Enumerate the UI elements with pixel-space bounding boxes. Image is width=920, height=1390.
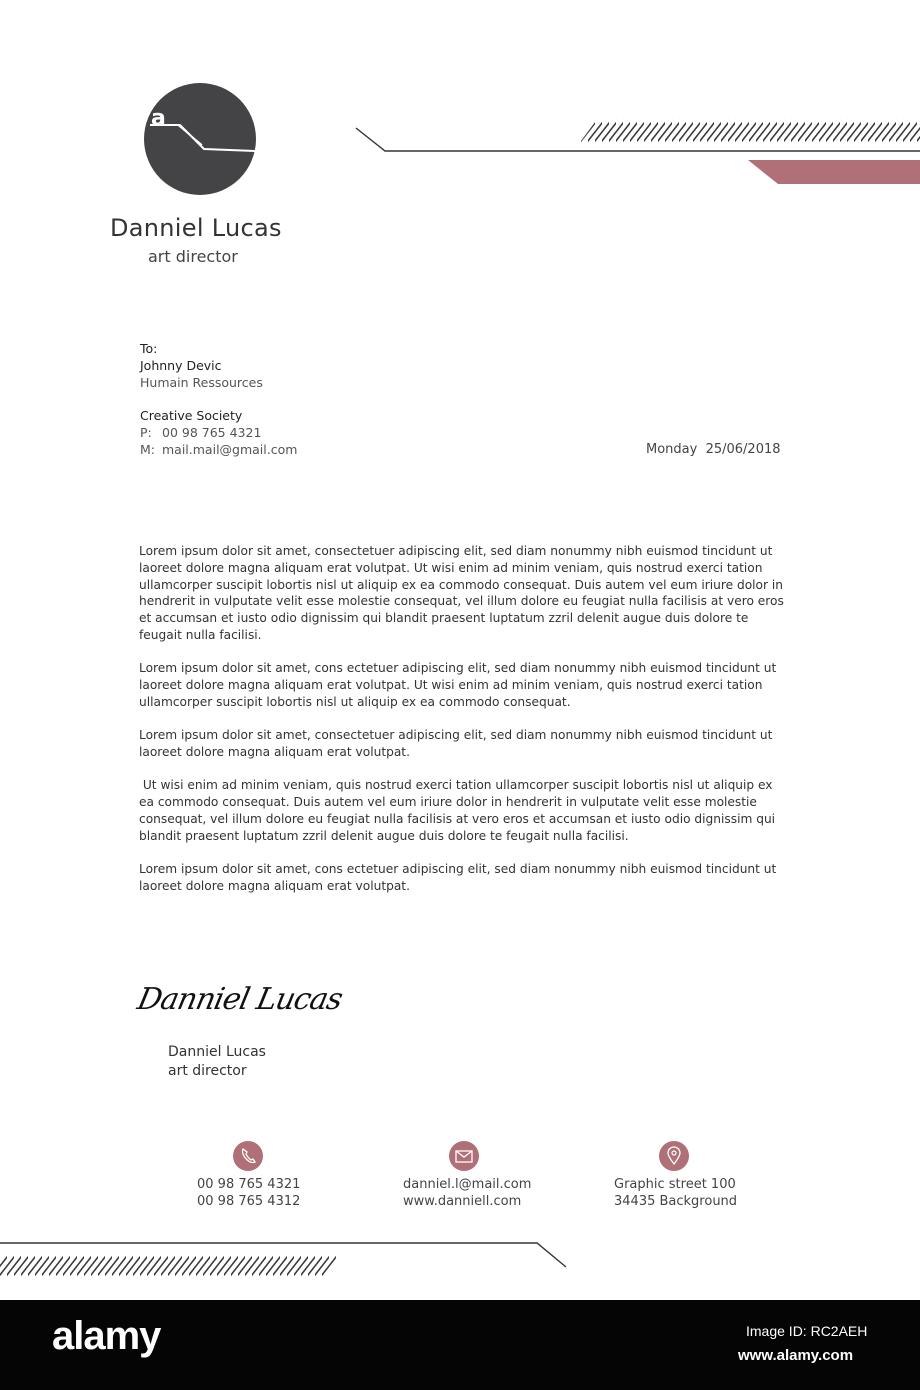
footer-phones: [197, 1176, 301, 1210]
footer-hatch-stripe: [0, 1252, 341, 1278]
footer-decoration: [0, 1230, 920, 1290]
alamy-logo: alamy: [52, 1314, 161, 1358]
body-paragraph: Lorem ipsum dolor sit amet, cons ectetuer adipiscing elit, sed diam nonummy nibh euismod tincidunt ut laoreet dolore magna aliquam erat volutpat.: [139, 861, 777, 893]
logo-letter: a: [151, 106, 166, 131]
handwritten-signature: Danniel Lucas: [134, 982, 346, 1017]
footer-address-1: Graphic street 100: [614, 1177, 736, 1192]
envelope-icon: [449, 1141, 479, 1171]
logo-mark: [144, 83, 256, 195]
recipient-company: Creative Society: [140, 408, 243, 423]
letter-date: Monday 25/06/2018: [646, 442, 781, 457]
recipient-phone-line: [140, 424, 297, 441]
footer-email: danniel.l@mail.com: [403, 1177, 532, 1192]
recipient-mail-line: [140, 441, 297, 458]
footer-address: [614, 1176, 737, 1210]
mail-label: M:: [140, 442, 155, 457]
footer-website: www.danniell.com: [403, 1194, 522, 1209]
footer-web: [403, 1176, 531, 1210]
footer-phone-1: 00 98 765 4321: [197, 1177, 301, 1192]
recipient-email: mail.mail@gmail.com: [162, 442, 298, 457]
body-paragraph: Lorem ipsum dolor sit amet, consectetuer adipiscing elit, sed diam nonummy nibh euismod tincidunt ut laoreet dolore magna aliquam erat volutpat.: [139, 728, 773, 759]
body-paragraph: Ut wisi enim ad minim veniam, quis nostrud exerci tation ullamcorper suscipit lobortis nisl ut aliquip ex ea commodo consequat. Duis autem vel eum iriure dolor in hendrerit in vulputate velit esse molestie consequat, vel illum dolore eu feugiat nulla facilisis at vero eros et accumsan et iusto odio dignissim qui blandit praesent luptatum zzril delenit augue duis dolore te feugait nulla facilisi.: [139, 778, 779, 843]
recipient-phone: 00 98 765 4321: [162, 425, 262, 440]
phone-icon: [233, 1141, 263, 1171]
recipient-name: Johnny Devic: [140, 358, 222, 373]
recipient-block: [140, 340, 297, 458]
letter-body: [139, 543, 789, 911]
header-decoration: [0, 0, 920, 200]
sender-role: art director: [148, 247, 238, 266]
to-label: To:: [140, 341, 158, 356]
image-id: Image ID: RC2AEH: [746, 1323, 868, 1339]
alamy-url: www.alamy.com: [738, 1347, 854, 1364]
map-pin-icon: [659, 1141, 689, 1171]
logo: [144, 83, 256, 195]
signature-block: [168, 1043, 266, 1081]
signature-name: Danniel Lucas: [168, 1044, 266, 1060]
footer-address-2: 34435 Background: [614, 1194, 738, 1209]
header-hatch-stripe: [578, 118, 920, 145]
body-paragraph: Lorem ipsum dolor sit amet, consectetuer adipiscing elit, sed diam nonummy nibh euismod tincidunt ut laoreet dolore magna aliquam erat volutpat. Ut wisi enim ad minim veniam, quis nostrud exerci tation ullamcorper suscipit lobortis nisl ut aliquip ex ea commodo consequat. Duis autem vel eum iriure dolor in hendrerit in vulputate velit esse molestie consequat, vel illum dolore eu feugiat nulla facilisis at vero eros et accumsan et iusto odio dignissim qui blandit praesent luptatum zzril delenit augue duis dolore te feugait nulla facilisi.: [139, 544, 784, 642]
sender-name: Danniel Lucas: [110, 214, 282, 242]
recipient-department: Humain Ressources: [140, 375, 263, 390]
signature-role: art director: [168, 1063, 247, 1079]
header-accent-bar: [748, 160, 920, 184]
phone-label: P:: [140, 425, 152, 440]
body-paragraph: Lorem ipsum dolor sit amet, cons ectetuer adipiscing elit, sed diam nonummy nibh euismod tincidunt ut laoreet dolore magna aliquam erat volutpat. Ut wisi enim ad minim veniam, quis nostrud exerci tation ullamcorper suscipit lobortis nisl ut aliquip ex ea commodo consequat.: [139, 661, 777, 709]
footer-phone-2: 00 98 765 4312: [197, 1194, 301, 1209]
